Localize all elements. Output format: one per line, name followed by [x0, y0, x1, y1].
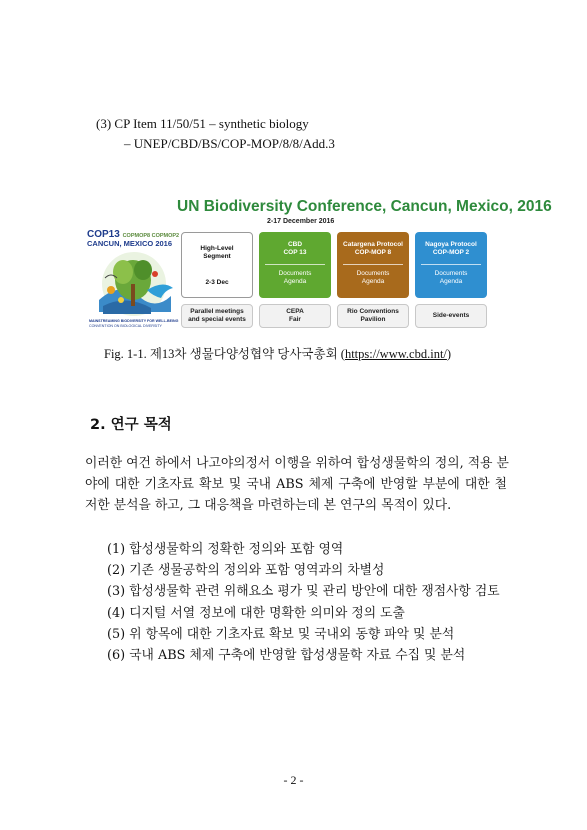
paragraph-line: 이러한 여건 하에서 나고야의정서 이행을 위하여 합성생물학의 정의, 적용 분 — [85, 456, 509, 471]
paragraph-line: 야에 대한 기초자료 확보 및 국내 ABS 체제 구축에 반영할 부분에 대한 철 — [85, 477, 507, 492]
list-item: (4) 디지털 서열 정보에 대한 명확한 의미와 정의 도출 — [107, 605, 405, 621]
logo-footer-motto: MAINSTREAMING BIODIVERSITY FOR WELL-BEING — [89, 319, 179, 323]
rio-conventions-pavilion-box[interactable]: Rio Conventions Pavilion — [337, 304, 409, 328]
figure-date: 2-17 December 2016 — [267, 218, 335, 225]
logo-cop-small: COPMOP8 COPMOP2 — [122, 233, 180, 239]
list-item: (6) 국내 ABS 체제 구축에 반영할 합성생물학 자료 수집 및 분석 — [107, 648, 466, 664]
conference-figure — [87, 198, 552, 333]
list-item: (1) 합성생물학의 정확한 정의와 포함 영역 — [107, 542, 344, 557]
logo-cop-label: COP13 COPMOP8 COPMOP2 — [87, 229, 180, 240]
cbd-cop13-box[interactable]: CBD COP 13 Documents Agenda — [259, 232, 331, 298]
list-item: (2) 기존 생물공학의 정의와 포함 영역과의 차별성 — [107, 563, 385, 579]
figure-caption: Fig. 1-1. 제13차 생물다양성협약 당사국총회 (https://www.cbd.int/) — [104, 347, 452, 361]
list-item: (5) 위 항목에 대한 기초자료 확보 및 국내외 동향 파악 및 분석 — [107, 626, 455, 642]
list-item: (3) 합성생물학 관련 위해요소 평가 및 관리 방안에 대한 쟁점사항 검토 — [107, 584, 500, 600]
agenda-item-line: (3) CP Item 11/50/51 – synthetic biology — [96, 116, 309, 131]
page-number: - 2 - — [283, 773, 304, 787]
cepa-fair-box[interactable]: CEPA Fair — [259, 304, 331, 328]
parallel-meetings-box[interactable]: Parallel meetings and special events — [181, 304, 253, 328]
cartagena-protocol-box[interactable]: Catargena Protocol COP-MOP 8 Documents Agenda — [337, 232, 409, 298]
purpose-paragraph — [85, 453, 507, 516]
document-code-line: – UNEP/CBD/BS/COP-MOP/8/8/Add.3 — [124, 136, 335, 151]
figure-title: UN Biodiversity Conference, Cancun, Mexico, 2016 — [177, 198, 552, 215]
logo-location: CANCUN, MEXICO 2016 — [87, 239, 173, 248]
nagoya-protocol-box[interactable]: Nagoya Protocol COP-MOP 2 Documents Agenda — [415, 232, 487, 298]
section-title: 2. 연구 목적 — [90, 417, 172, 433]
conference-logo-art-icon — [91, 250, 177, 318]
high-level-segment-box[interactable]: High-Level Segment 2-3 Dec — [181, 232, 253, 298]
paragraph-line: 저한 분석을 하고, 그 대응책을 마련하는데 본 연구의 목적이 있다. — [85, 498, 452, 513]
cbd-link[interactable]: https://www.cbd.int/ — [344, 347, 447, 361]
logo-footer-convention: CONVENTION ON BIOLOGICAL DIVERSITY — [89, 324, 162, 328]
goals-list — [107, 539, 500, 666]
side-events-box[interactable]: Side-events — [415, 304, 487, 328]
